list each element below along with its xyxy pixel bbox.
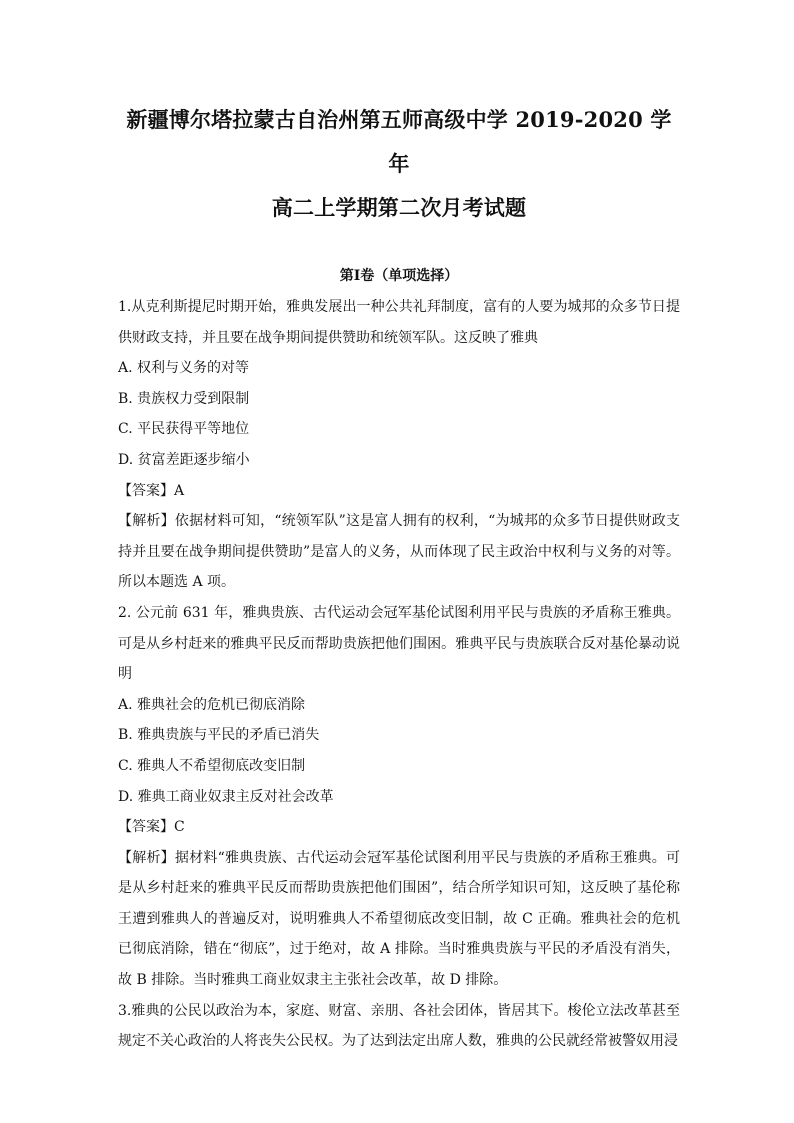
question-stem: 2. 公元前 631 年，雅典贵族、古代运动会冠军基伦试图利用平民与贵族的矛盾称王雅典。可是从乡村赶来的雅典平民反而帮助贵族把他们围困。雅典平民与贵族联合反对基伦暴动说明 (118, 604, 680, 683)
analysis-label: 【解析】 (118, 849, 175, 866)
answer-label: 【答案】 (118, 482, 174, 499)
option-d: D. 雅典工商业奴隶主反对社会改革 (118, 788, 334, 805)
answer-line (118, 812, 680, 843)
title-line-1: 新疆博尔塔拉蒙古自治州第五师高级中学 2019-2020 学年 (126, 107, 672, 176)
section-title: 第Ⅰ卷（单项选择） (339, 268, 459, 284)
document-title (118, 98, 680, 230)
answer-value: C (174, 819, 185, 836)
analysis-text: 依据材料可知，“统领军队”这是富人拥有的权利，“为城邦的众多节日提供财政支持并且要在战争期间提供赞助”是富人的义务，从而体现了民主政治中权利与义务的对等。所以本题选 A 项。 (118, 513, 680, 591)
analysis-label: 【解析】 (118, 513, 175, 530)
option-c: C. 雅典人不希望彻底改变旧制 (118, 757, 306, 774)
answer-value: A (174, 482, 185, 499)
option-a: A. 权利与义务的对等 (118, 360, 250, 377)
question-3 (118, 996, 680, 1057)
question-1 (118, 292, 680, 598)
option-b: B. 雅典贵族与平民的矛盾已消失 (118, 727, 320, 744)
question-stem: 1.从克利斯提尼时期开始，雅典发展出一种公共礼拜制度，富有的人要为城邦的众多节日提供财政支持，并且要在战争期间提供赞助和统领军队。这反映了雅典 (118, 299, 680, 346)
question-2 (118, 598, 680, 996)
analysis-line (118, 506, 680, 598)
title-line-2: 高二上学期第二次月考试题 (271, 195, 527, 220)
analysis-text: 据材料“雅典贵族、古代运动会冠军基伦试图利用平民与贵族的矛盾称王雅典。可是从乡村赶来的雅典平民反而帮助贵族把他们围困”，结合所学知识可知，这反映了基伦称王遭到雅典人的普遍反对，说明雅典人不希望彻底改变旧制，故 C 正确。雅典社会的危机已彻底消除，错在“彻底”，过于绝对，故 A 排除。当时雅典贵族与平民的矛盾没有消失，故 B 排除。当时雅典工商业奴隶主主张社会改革，故 D 排除。 (118, 849, 681, 989)
option-a: A. 雅典社会的危机已彻底消除 (118, 696, 306, 713)
question-stem: 3.雅典的公民以政治为本，家庭、财富、亲朋、各社会团体，皆居其下。梭伦立法改革甚至规定不关心政治的人将丧失公民权。为了达到法定出席人数，雅典的公民就经常被警奴用浸 (118, 1002, 680, 1050)
answer-label: 【答案】 (118, 819, 174, 836)
option-b: B. 贵族权力受到限制 (118, 390, 250, 407)
option-d: D. 贫富差距逐步缩小 (118, 451, 250, 468)
analysis-line (118, 843, 680, 996)
answer-line (118, 476, 680, 507)
option-c: C. 平民获得平等地位 (118, 421, 250, 438)
